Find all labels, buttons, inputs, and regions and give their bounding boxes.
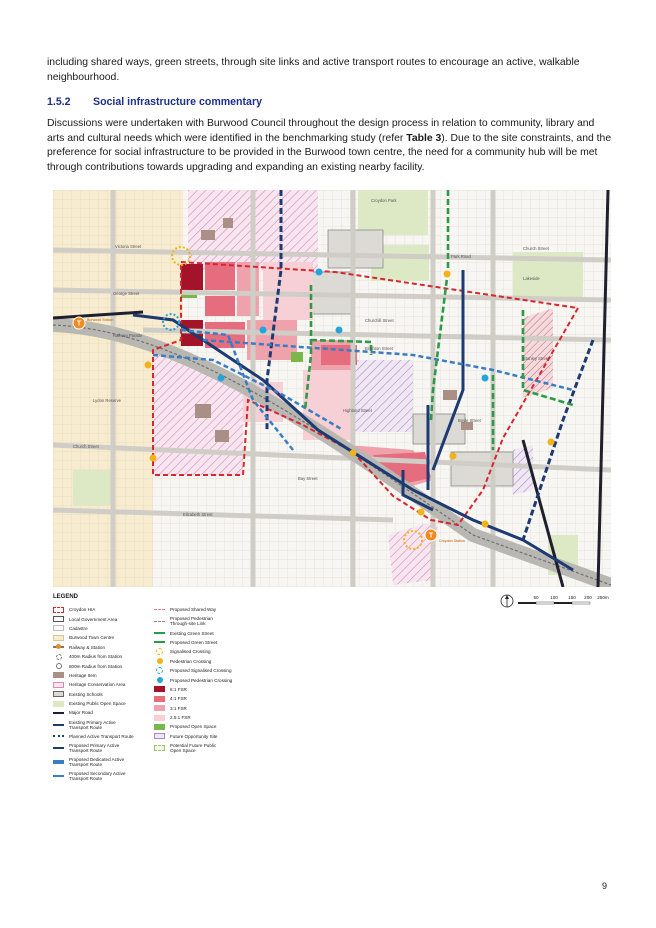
- heritage-item: [461, 422, 473, 430]
- street-label: Bay Street: [298, 476, 318, 481]
- open-space: [73, 470, 115, 506]
- body-paragraph: [47, 117, 612, 175]
- heritage-item: [443, 390, 457, 400]
- legend-item: 6:1 FSR: [154, 685, 232, 694]
- legend-item: Croydon HIA: [53, 605, 134, 614]
- station-label: Burwood Station: [87, 318, 114, 322]
- scale-tick: 100: [550, 595, 558, 600]
- legend-item: Proposed Green Street: [154, 638, 232, 647]
- legend-item: Existing Schools: [53, 690, 134, 699]
- heritage-item: [215, 430, 229, 442]
- legend-item: Proposed Primary Active Transport Route: [53, 741, 134, 755]
- legend-item: 400m Radius from Station: [53, 652, 134, 661]
- svg-text:T: T: [428, 532, 434, 540]
- fsr-3-block: [237, 262, 259, 316]
- street-label: George Street: [113, 291, 140, 296]
- street-label: Boyle Street: [458, 418, 481, 423]
- legend-item: Proposed Secondary Active Transport Route: [53, 769, 134, 783]
- legend-item: Proposed Pedestrian Crossing: [154, 675, 232, 684]
- table-reference: Table 3: [406, 132, 442, 144]
- legend-column-1: [53, 605, 134, 783]
- existing-school: [451, 452, 513, 486]
- street-label: Lakeside: [523, 276, 540, 281]
- street-label: Church Street: [73, 444, 99, 449]
- legend-item: Signalised Crossing: [154, 647, 232, 656]
- street-label: Churchill Street: [365, 318, 394, 323]
- svg-text:T: T: [76, 320, 82, 328]
- body-text-before: Discussions were undertaken with Burwood Council throughout the design process in relation to community, library and arts and cultural needs which were identified in the benchmarking study (refer: [47, 118, 595, 144]
- station-label: Croydon Station: [439, 539, 465, 543]
- legend-item: Local Government Area: [53, 614, 134, 623]
- legend-title: LEGEND: [53, 594, 79, 600]
- street-label: Victoria Street: [115, 244, 142, 249]
- street-label: Lydon Reserve: [93, 398, 122, 403]
- section-number: 1.5.2: [47, 96, 71, 108]
- legend-item: Proposed Dedicated Active Transport Route: [53, 755, 134, 769]
- legend-item: Existing Green Street: [154, 628, 232, 637]
- street-label: Brighton Street: [365, 346, 393, 351]
- legend-item: Heritage Item: [53, 671, 134, 680]
- legend-item: Railway & Station: [53, 643, 134, 652]
- legend-item: Planned Active Transport Route: [53, 732, 134, 741]
- legend-item: Future Opportunity Site: [154, 732, 232, 741]
- future-opportunity-site: [523, 308, 553, 398]
- legend-item: Proposed Open Space: [154, 722, 232, 731]
- urban-design-map: [53, 190, 611, 587]
- legend-item: Proposed Signalised Crossing: [154, 666, 232, 675]
- intro-paragraph: including shared ways, green streets, through site links and active transport routes to encourage an active, walkable neighbourhood.: [47, 57, 580, 83]
- legend-item: Pedestrian Crossing: [154, 657, 232, 666]
- legend-column-2: [154, 605, 232, 755]
- street-label: Highland Street: [343, 408, 372, 413]
- street-label: Park Road: [451, 254, 471, 259]
- street-label: Church Street: [523, 246, 549, 251]
- legend-item: Major Road: [53, 708, 134, 717]
- future-opportunity-site: [353, 360, 413, 432]
- legend-item: 2.5:1 FSR: [154, 713, 232, 722]
- heritage-item: [195, 404, 211, 418]
- legend-item: Cadastre: [53, 624, 134, 633]
- scale-tick: 250m: [597, 595, 609, 600]
- legend-item: Proposed Shared Way: [154, 605, 232, 614]
- street-label: Stanley Street: [523, 356, 550, 361]
- scale-bar: [500, 592, 612, 610]
- heritage-item: [201, 230, 215, 240]
- legend-item: 4:1 FSR: [154, 694, 232, 703]
- proposed-open-space: [291, 352, 303, 362]
- section-heading: [47, 96, 262, 108]
- legend-item: Existing Primary Active Transport Route: [53, 718, 134, 732]
- legend-item: Proposed Pedestrian Through-site Link: [154, 614, 232, 628]
- street-label: Elizabeth Street: [183, 512, 213, 517]
- street-label: Railway Parade: [113, 333, 143, 338]
- open-space: [358, 190, 428, 235]
- legend-item: 3:1 FSR: [154, 704, 232, 713]
- scale-tick: 50: [533, 595, 539, 600]
- heritage-item: [223, 218, 233, 228]
- body-text-after: ). Due to the site constraints, and the preference for social infrastructure to be provided in the Burwood town centre, the need for a community hub will be met through contributions towards upgrading and expanding an existing nearby facility.: [47, 132, 612, 173]
- legend-item: 800m Radius from Station: [53, 661, 134, 670]
- legend-item: Potential Future Public Open Space: [154, 741, 232, 755]
- legend-item: Heritage Conservation Area: [53, 680, 134, 689]
- legend-item: Existing Public Open Space: [53, 699, 134, 708]
- page-number: 9: [602, 881, 608, 891]
- scale-tick: 200: [584, 595, 592, 600]
- fsr-6-block: [181, 264, 203, 290]
- section-title: Social infrastructure commentary: [93, 96, 262, 108]
- legend-item: Burwood Town Centre: [53, 633, 134, 642]
- scale-tick: 150: [568, 595, 576, 600]
- street-label: Croydon Park: [371, 198, 397, 203]
- fsr-4-block: [205, 296, 235, 316]
